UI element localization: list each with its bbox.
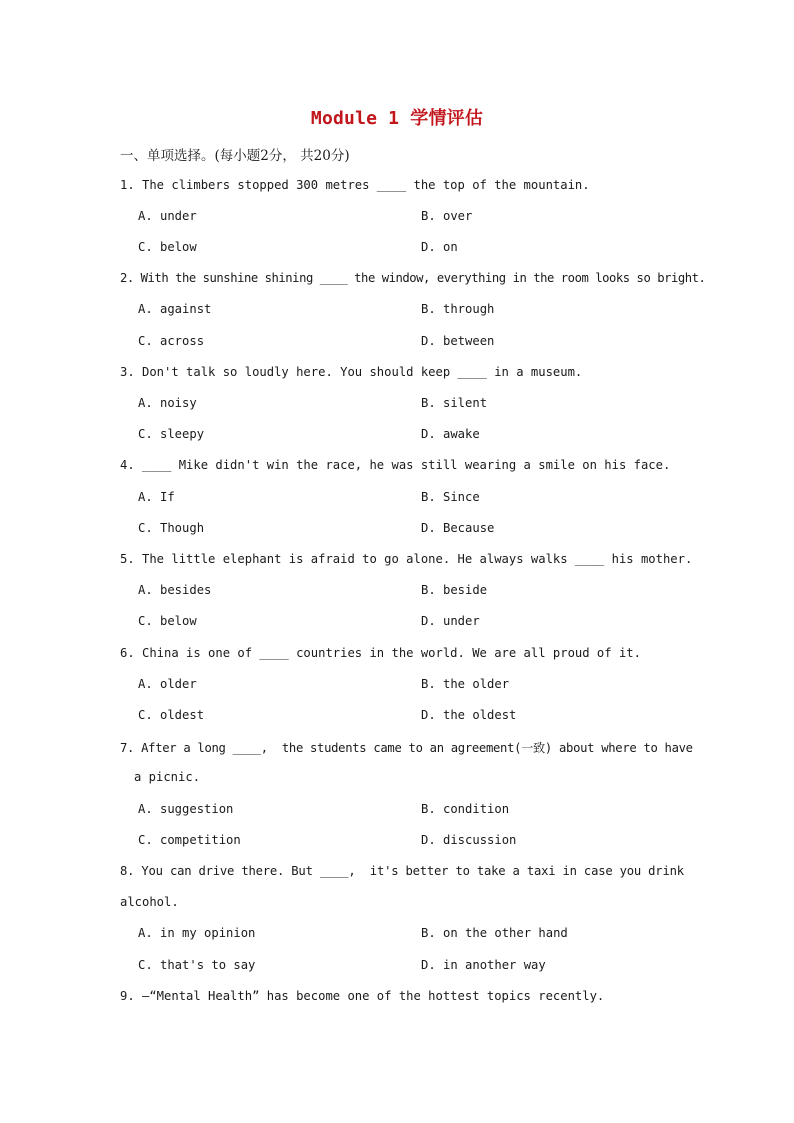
option-a: A. If xyxy=(138,490,175,504)
option-a: A. under xyxy=(138,209,197,223)
question-stem: 8. You can drive there. But ____, it's better to take a taxi in case you drink xyxy=(120,864,684,878)
page-title: Module 1 学情评估 xyxy=(310,108,484,129)
question-stem: 3. Don't talk so loudly here. You should keep ____ in a museum. xyxy=(120,365,583,379)
option-d: D. on xyxy=(421,240,458,254)
option-c: C. that's to say xyxy=(138,958,256,972)
option-d: D. under xyxy=(421,614,480,628)
option-c: C. sleepy xyxy=(138,427,205,441)
option-c: C. below xyxy=(138,614,197,628)
option-d: D. awake xyxy=(421,427,480,441)
option-b: B. the older xyxy=(421,677,510,691)
question-stem: 1. The climbers stopped 300 metres ____ the top of the mountain. xyxy=(120,178,590,192)
option-c: C. oldest xyxy=(138,708,205,722)
option-a: A. noisy xyxy=(138,396,197,410)
option-a: A. against xyxy=(138,302,212,316)
option-b: B. Since xyxy=(421,490,480,504)
option-d: D. between xyxy=(421,334,495,348)
option-a: A. in my opinion xyxy=(138,926,256,940)
question-stem: 2. With the sunshine shining ____ the window, everything in the room looks so bright. xyxy=(120,271,706,285)
option-d: D. discussion xyxy=(421,833,517,847)
option-c: C. Though xyxy=(138,521,205,535)
option-b: B. silent xyxy=(421,396,488,410)
question-stem: 4. ____ Mike didn't win the race, he was still wearing a smile on his face. xyxy=(120,458,671,472)
option-b: B. condition xyxy=(421,802,510,816)
option-c: C. competition xyxy=(138,833,241,847)
option-b: B. beside xyxy=(421,583,488,597)
question-stem: 9. —“Mental Health” has become one of the hottest topics recently. xyxy=(120,989,605,1003)
question-stem: 7. After a long ____, the students came to an agreement(一致) about where to have xyxy=(120,741,693,755)
option-d: D. the oldest xyxy=(421,708,517,722)
question-stem: 5. The little elephant is afraid to go alone. He always walks ____ his mother. xyxy=(120,552,693,566)
option-d: D. Because xyxy=(421,521,495,535)
option-a: A. suggestion xyxy=(138,802,234,816)
option-b: B. through xyxy=(421,302,495,316)
option-b: B. on the other hand xyxy=(421,926,568,940)
option-a: A. older xyxy=(138,677,197,691)
option-c: C. across xyxy=(138,334,205,348)
section-heading: 一、单项选择。(每小题2分， 共20分) xyxy=(120,148,350,164)
question-stem: 6. China is one of ____ countries in the world. We are all proud of it. xyxy=(120,646,641,660)
question-stem-continuation: alcohol. xyxy=(120,895,179,909)
option-c: C. below xyxy=(138,240,197,254)
option-b: B. over xyxy=(421,209,473,223)
option-d: D. in another way xyxy=(421,958,546,972)
question-stem-continuation: a picnic. xyxy=(134,770,201,784)
option-a: A. besides xyxy=(138,583,212,597)
